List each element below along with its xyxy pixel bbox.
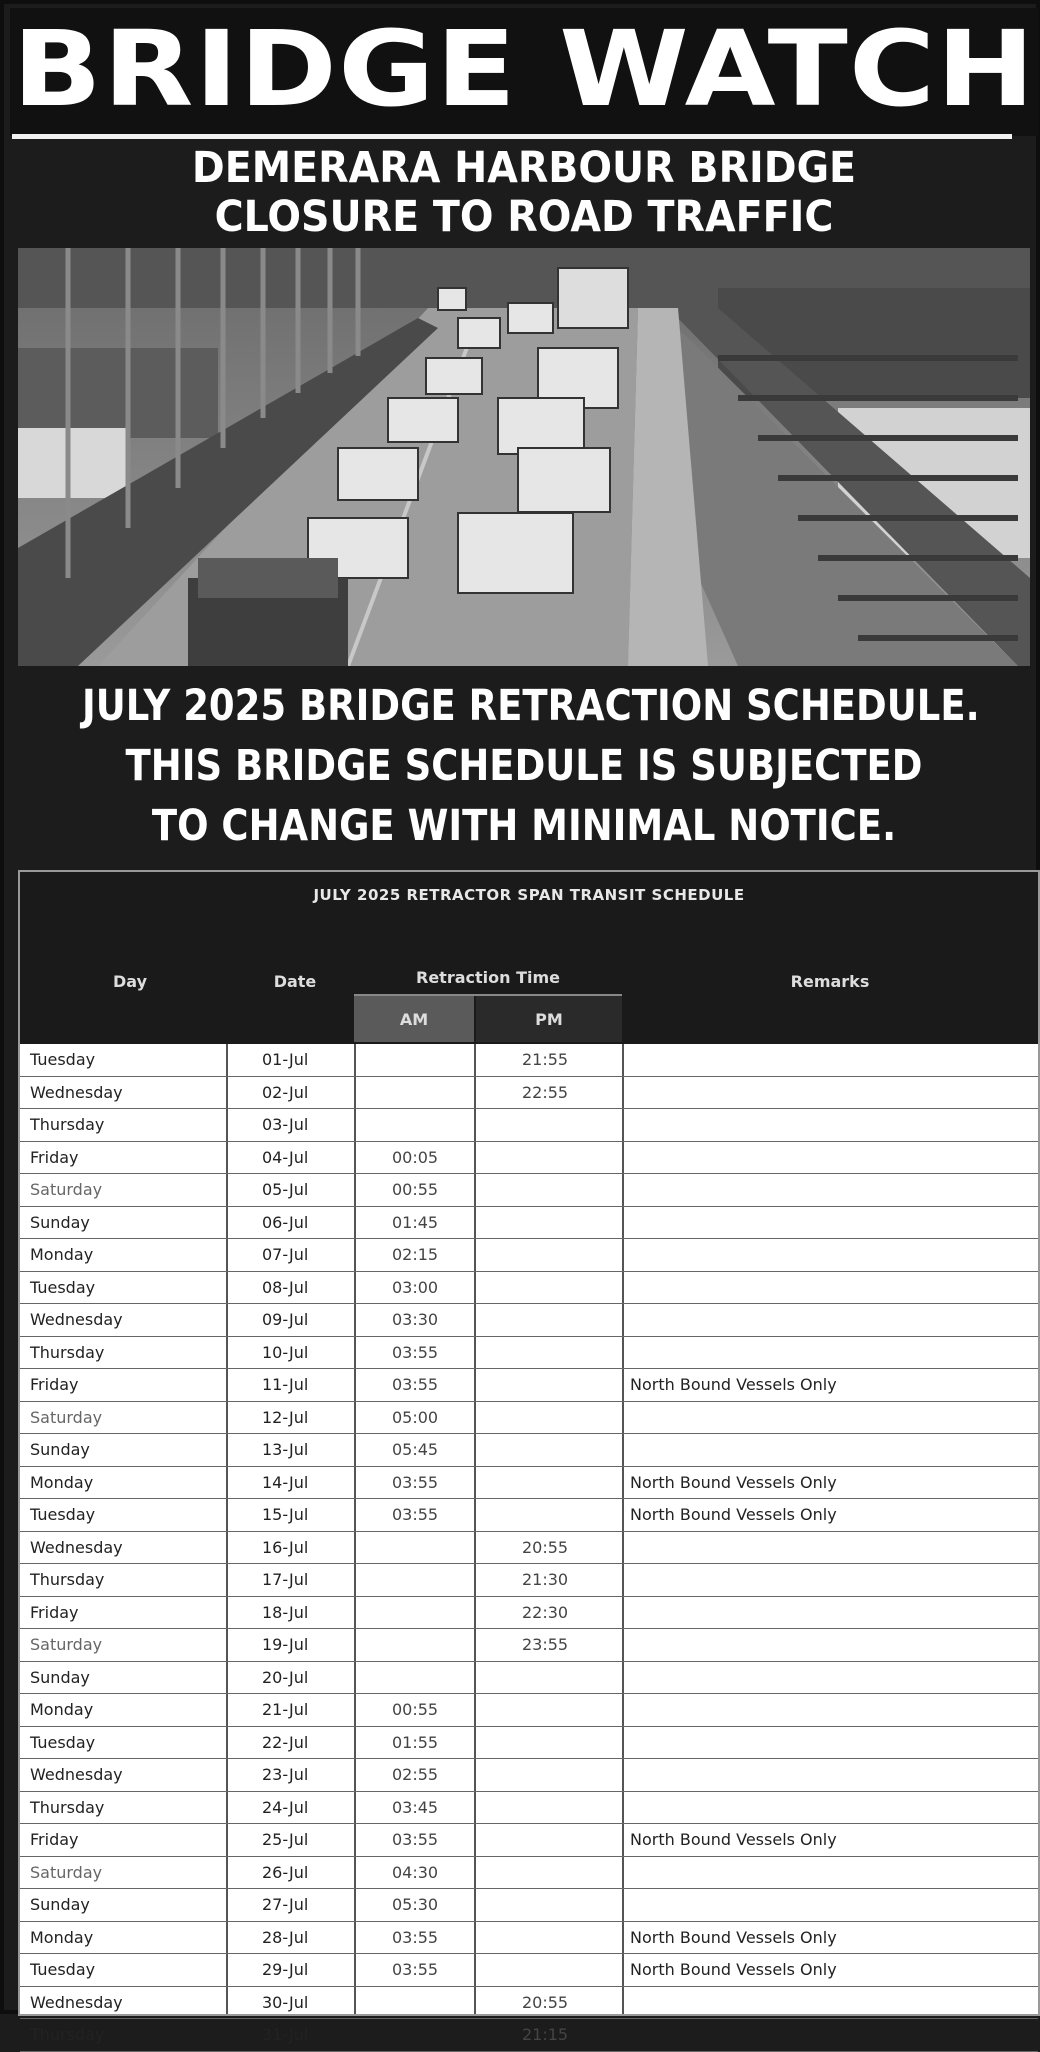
notice-line-2: THIS BRIDGE SCHEDULE IS SUBJECTED (125, 741, 923, 791)
day-cell: Friday (30, 1147, 79, 1167)
day-cell: Saturday (30, 1635, 103, 1654)
notice-line-1: JULY 2025 BRIDGE RETRACTION SCHEDULE. (81, 681, 980, 731)
date-cell: 27-Jul (262, 1895, 309, 1914)
date-cell: 20-Jul (262, 1667, 309, 1687)
day-cell: Friday (30, 1830, 79, 1849)
am-time-cell: 03:55 (392, 1472, 439, 1492)
day-cell: Sunday (30, 1440, 90, 1459)
date-cell: 19-Jul (262, 1635, 309, 1654)
table-row (20, 1987, 1038, 2020)
masthead-rule (12, 134, 1012, 139)
am-time-cell: 05:00 (392, 1407, 439, 1427)
table-row (20, 1304, 1038, 1337)
subhead-line-1: DEMERARA HARBOUR BRIDGE (191, 143, 857, 193)
table-row (20, 1434, 1038, 1467)
day-cell: Sunday (30, 1667, 90, 1687)
table-row (20, 1792, 1038, 1825)
pm-time-cell: 20:55 (522, 1537, 569, 1557)
table-row (20, 1532, 1038, 1565)
day-cell: Thursday (30, 1342, 105, 1362)
subhead-line-2: CLOSURE TO ROAD TRAFFIC (214, 192, 834, 242)
date-cell: 28-Jul (262, 1927, 309, 1947)
day-cell: Thursday (30, 1115, 105, 1134)
date-cell: 22-Jul (262, 1732, 309, 1752)
day-cell: Tuesday (30, 1050, 96, 1069)
remarks-cell: North Bound Vessels Only (630, 1472, 837, 1492)
schedule-rows (20, 1044, 1038, 2052)
day-cell: Wednesday (30, 1537, 123, 1557)
am-time-cell: 03:30 (392, 1310, 439, 1329)
date-cell: 18-Jul (262, 1602, 309, 1622)
day-cell: Tuesday (30, 1732, 96, 1752)
table-row (20, 1597, 1038, 1630)
date-cell: 29-Jul (262, 1960, 309, 1979)
date-cell: 12-Jul (262, 1407, 309, 1427)
remarks-cell: North Bound Vessels Only (630, 1960, 837, 1979)
header-am: AM (399, 1010, 429, 1029)
date-cell: 24-Jul (262, 1797, 309, 1817)
date-cell: 09-Jul (262, 1310, 309, 1329)
day-cell: Wednesday (30, 1310, 123, 1329)
am-time-cell: 04:30 (392, 1862, 439, 1882)
table-row (20, 1662, 1038, 1695)
date-cell: 11-Jul (262, 1375, 309, 1394)
day-cell: Wednesday (30, 1082, 123, 1102)
pm-time-cell: 20:55 (522, 1992, 569, 2012)
schedule-notice (10, 676, 1038, 856)
table-row (20, 1727, 1038, 1760)
header-pm: PM (535, 1010, 563, 1029)
date-cell: 30-Jul (262, 1992, 309, 2012)
table-row (20, 1467, 1038, 1500)
pm-time-cell: 21:30 (522, 1570, 569, 1589)
table-row (20, 1272, 1038, 1305)
notice-line-3: TO CHANGE WITH MINIMAL NOTICE. (151, 801, 897, 851)
table-row (20, 2019, 1038, 2052)
table-row (20, 1499, 1038, 1532)
bridge-traffic-photo (18, 248, 1030, 666)
table-row (20, 1239, 1038, 1272)
table-row (20, 1207, 1038, 1240)
am-time-cell: 02:15 (392, 1245, 439, 1264)
date-cell: 16-Jul (262, 1537, 309, 1557)
date-cell: 01-Jul (262, 1050, 309, 1069)
pm-time-cell: 23:55 (522, 1635, 569, 1654)
day-cell: Saturday (30, 1407, 103, 1427)
date-cell: 17-Jul (262, 1570, 309, 1589)
date-cell: 04-Jul (262, 1147, 309, 1167)
am-time-cell: 00:55 (392, 1700, 439, 1719)
day-cell: Thursday (30, 2025, 105, 2044)
table-row (20, 1174, 1038, 1207)
table-row (20, 1629, 1038, 1662)
date-cell: 21-Jul (262, 1700, 309, 1719)
am-time-cell: 03:55 (392, 1927, 439, 1947)
day-cell: Saturday (30, 1862, 103, 1882)
schedule-header (20, 872, 1038, 1044)
date-cell: 10-Jul (262, 1342, 309, 1362)
am-time-cell: 03:55 (392, 1342, 439, 1362)
table-row (20, 1857, 1038, 1890)
header-remarks: Remarks (790, 972, 870, 991)
am-time-cell: 03:55 (392, 1505, 439, 1524)
masthead (10, 8, 1038, 136)
am-time-cell: 05:45 (392, 1440, 439, 1459)
remarks-cell: North Bound Vessels Only (630, 1505, 837, 1524)
subhead (10, 144, 1038, 248)
am-time-cell: 03:55 (392, 1375, 439, 1394)
retraction-schedule-table (18, 870, 1040, 2044)
table-row (20, 1369, 1038, 1402)
pm-time-cell: 22:30 (522, 1602, 569, 1622)
table-row (20, 1044, 1038, 1077)
table-row (20, 1337, 1038, 1370)
bridge-traffic-illustration (18, 248, 1030, 666)
remarks-cell: North Bound Vessels Only (630, 1927, 837, 1947)
pm-time-cell: 21:15 (522, 2025, 569, 2044)
table-row (20, 1824, 1038, 1857)
remarks-cell: North Bound Vessels Only (630, 1375, 837, 1394)
day-cell: Friday (30, 1375, 79, 1394)
day-cell: Saturday (30, 1180, 103, 1199)
am-time-cell: 01:55 (392, 1732, 439, 1752)
date-cell: 14-Jul (262, 1472, 309, 1492)
table-row (20, 1922, 1038, 1955)
table-row (20, 1402, 1038, 1435)
header-am-cell (354, 996, 474, 1042)
date-cell: 31-Jul (262, 2025, 309, 2044)
am-time-cell: 03:55 (392, 1830, 439, 1849)
date-cell: 13-Jul (262, 1440, 309, 1459)
day-cell: Wednesday (30, 1765, 123, 1784)
day-cell: Tuesday (30, 1277, 96, 1297)
day-cell: Monday (30, 1472, 94, 1492)
table-row (20, 1889, 1038, 1922)
date-cell: 08-Jul (262, 1277, 309, 1297)
day-cell: Tuesday (30, 1960, 96, 1979)
day-cell: Thursday (30, 1797, 105, 1817)
am-time-cell: 03:45 (392, 1797, 439, 1817)
date-cell: 25-Jul (262, 1830, 309, 1849)
header-retraction-time: Retraction Time (416, 968, 560, 987)
header-pm-cell (476, 996, 622, 1042)
am-time-cell: 00:05 (392, 1147, 439, 1167)
date-cell: 03-Jul (262, 1115, 309, 1134)
table-row (20, 1759, 1038, 1792)
day-cell: Tuesday (30, 1505, 96, 1524)
pm-time-cell: 22:55 (522, 1082, 569, 1102)
date-cell: 15-Jul (262, 1505, 309, 1524)
am-time-cell: 00:55 (392, 1180, 439, 1199)
date-cell: 26-Jul (262, 1862, 309, 1882)
table-row (20, 1142, 1038, 1175)
day-cell: Wednesday (30, 1992, 123, 2012)
date-cell: 02-Jul (262, 1082, 309, 1102)
date-cell: 06-Jul (262, 1212, 309, 1232)
remarks-cell: North Bound Vessels Only (630, 1830, 837, 1849)
table-row (20, 1694, 1038, 1727)
table-row (20, 1954, 1038, 1987)
schedule-title: JULY 2025 RETRACTOR SPAN TRANSIT SCHEDULE (313, 886, 745, 904)
day-cell: Thursday (30, 1570, 105, 1589)
day-cell: Monday (30, 1700, 94, 1719)
am-time-cell: 03:00 (392, 1277, 439, 1297)
day-cell: Monday (30, 1927, 94, 1947)
am-time-cell: 03:55 (392, 1960, 439, 1979)
am-time-cell: 01:45 (392, 1212, 439, 1232)
masthead-title: BRIDGE WATCH (12, 8, 1036, 130)
header-day: Day (112, 972, 147, 991)
table-row (20, 1564, 1038, 1597)
date-cell: 07-Jul (262, 1245, 309, 1264)
day-cell: Friday (30, 1602, 79, 1622)
am-time-cell: 02:55 (392, 1765, 439, 1784)
day-cell: Sunday (30, 1895, 90, 1914)
pm-time-cell: 21:55 (522, 1050, 569, 1069)
date-cell: 05-Jul (262, 1180, 309, 1199)
header-date: Date (273, 972, 317, 991)
table-row (20, 1077, 1038, 1110)
table-row (20, 1109, 1038, 1142)
day-cell: Sunday (30, 1212, 90, 1232)
day-cell: Monday (30, 1245, 94, 1264)
date-cell: 23-Jul (262, 1765, 309, 1784)
am-time-cell: 05:30 (392, 1895, 439, 1914)
